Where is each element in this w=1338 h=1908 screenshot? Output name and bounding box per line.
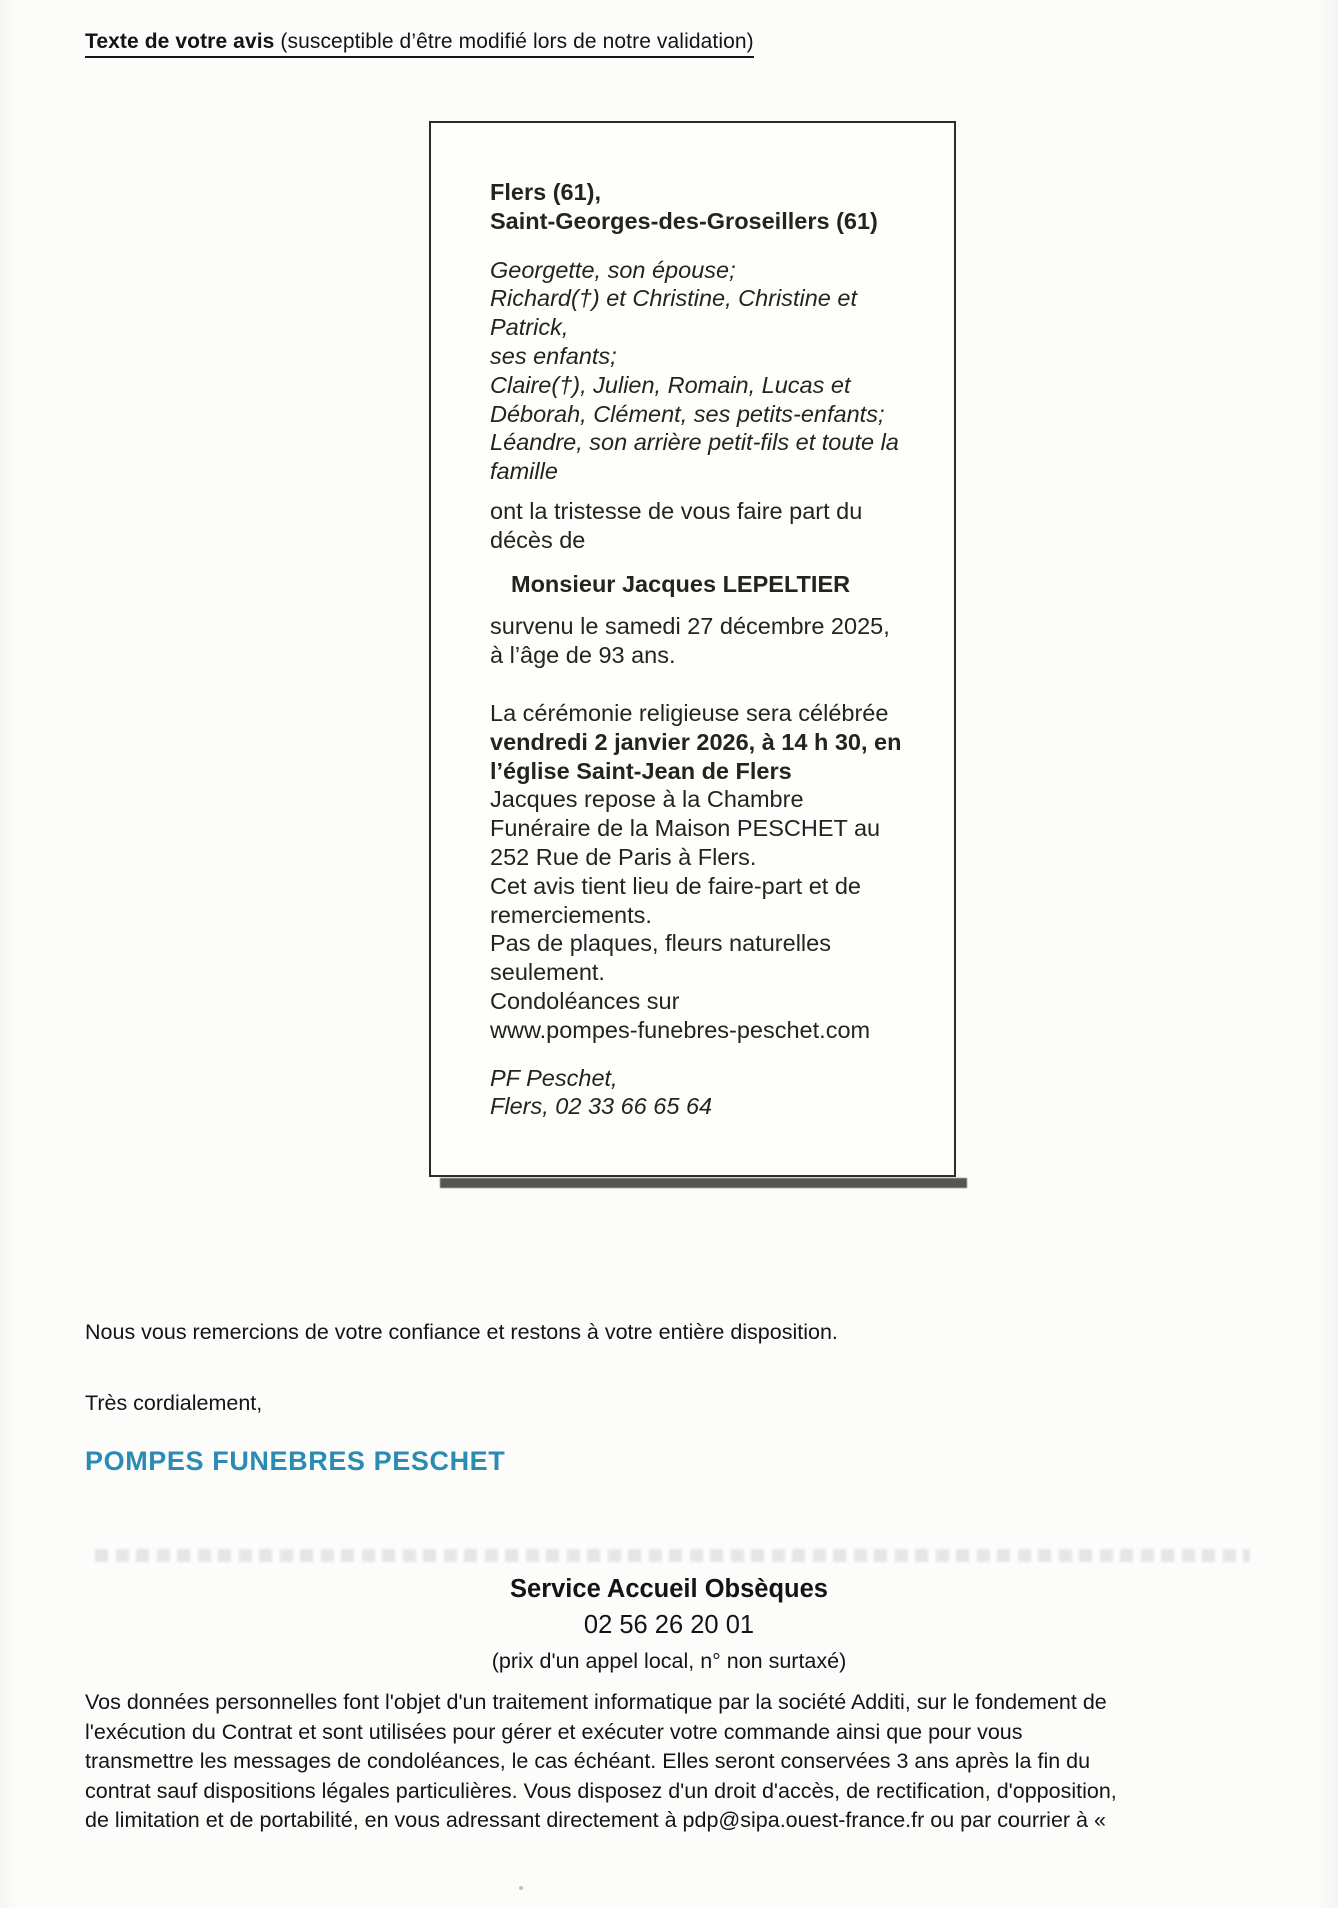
notice-line: ses enfants;	[490, 342, 617, 369]
notice-line: survenu le samedi 27 décembre 2025,	[490, 613, 890, 640]
service-title: Service Accueil Obsèques	[510, 1575, 828, 1603]
obituary-notice-card	[429, 121, 956, 1177]
notice-block-ceremony	[490, 699, 936, 1045]
notice-line: Déborah, Clément, ses petits-enfants;	[490, 400, 885, 427]
notice-line: PF Peschet,	[490, 1064, 618, 1091]
notice-line: Condoléances sur	[490, 987, 680, 1014]
scan-bleedthrough-artifact	[95, 1549, 1250, 1562]
notice-body	[490, 178, 936, 1121]
notice-line: vendredi 2 janvier 2026, à 14 h 30, en	[490, 728, 902, 755]
notice-line: Jacques repose à la Chambre	[490, 786, 804, 813]
notice-line: Léandre, son arrière petit-fils et toute la	[490, 429, 899, 456]
page-title	[85, 30, 754, 54]
legal-line: l'exécution du Contrat et sont utilisées pour gérer et exécuter votre commande ainsi que pour vous	[85, 1719, 1023, 1744]
notice-line: Funéraire de la Maison PESCHET au	[490, 815, 881, 842]
notice-line: La cérémonie religieuse sera célébrée	[490, 699, 889, 726]
legal-line: de limitation et de portabilité, en vous adressant directement à pdp@sipa.ouest-france.fr ou par courrier à «	[85, 1808, 1106, 1833]
scan-speck-artifact	[519, 1886, 523, 1890]
service-contact-block	[0, 1575, 1338, 1674]
notice-line: Flers (61),	[490, 179, 602, 205]
page-title-underline	[85, 30, 754, 58]
notice-line: décès de	[490, 526, 586, 553]
notice-line: ont la tristesse de vous faire part du	[490, 497, 863, 524]
notice-line: Georgette, son épouse;	[490, 256, 736, 283]
legal-line: contrat sauf dispositions légales particulières. Vous disposez d'un droit d'accès, de rectification, d'opposition,	[85, 1778, 1117, 1803]
notice-block-death-date	[490, 612, 936, 670]
company-name: POMPES FUNEBRES PESCHET	[85, 1446, 506, 1476]
notice-line: Flers, 02 33 66 65 64	[490, 1093, 713, 1120]
notice-line: Richard(†) et Christine, Christine et	[490, 285, 857, 312]
notice-line: Claire(†), Julien, Romain, Lucas et	[490, 371, 851, 398]
thanks-line: Nous vous remercions de votre confiance et restons à votre entière disposition.	[85, 1320, 838, 1344]
notice-line: à l’âge de 93 ans.	[490, 642, 676, 669]
notice-line: www.pompes-funebres-peschet.com	[490, 1016, 871, 1043]
notice-block-funeral-home	[490, 1064, 936, 1122]
notice-line: Pas de plaques, fleurs naturelles	[490, 930, 831, 957]
salutation-line: Très cordialement,	[85, 1391, 263, 1415]
notice-line: Patrick,	[490, 314, 569, 341]
legal-line: Vos données personnelles font l'objet d'un traitement informatique par la société Additi, sur le fondement de	[85, 1690, 1107, 1714]
notice-line: seulement.	[490, 959, 605, 986]
page-title-bold: Texte de votre avis	[85, 30, 275, 53]
notice-line: 252 Rue de Paris à Flers.	[490, 843, 757, 870]
notice-block-deceased-name	[490, 570, 936, 599]
notice-line: l’église Saint-Jean de Flers	[490, 757, 792, 784]
notice-block-family	[490, 256, 936, 486]
notice-line: remerciements.	[490, 901, 652, 928]
service-phone-number: 02 56 26 20 01	[583, 1611, 755, 1639]
notice-block-announcement	[490, 497, 936, 555]
service-phone-note: (prix d'un appel local, n° non surtaxé)	[491, 1649, 847, 1673]
page-title-note: (susceptible d’être modifié lors de notre validation)	[274, 30, 754, 53]
notice-line: Cet avis tient lieu de faire-part et de	[490, 872, 861, 899]
notice-line: famille	[490, 458, 558, 485]
notice-line: Monsieur Jacques LEPELTIER	[511, 570, 851, 597]
legal-line: transmettre les messages de condoléances, le cas échéant. Elles seront conservées 3 ans après la fin du	[85, 1749, 1091, 1774]
notice-line: Saint-Georges-des-Groseillers (61)	[490, 207, 878, 234]
notice-block-towns	[490, 178, 936, 236]
legal-text	[85, 1688, 1117, 1836]
